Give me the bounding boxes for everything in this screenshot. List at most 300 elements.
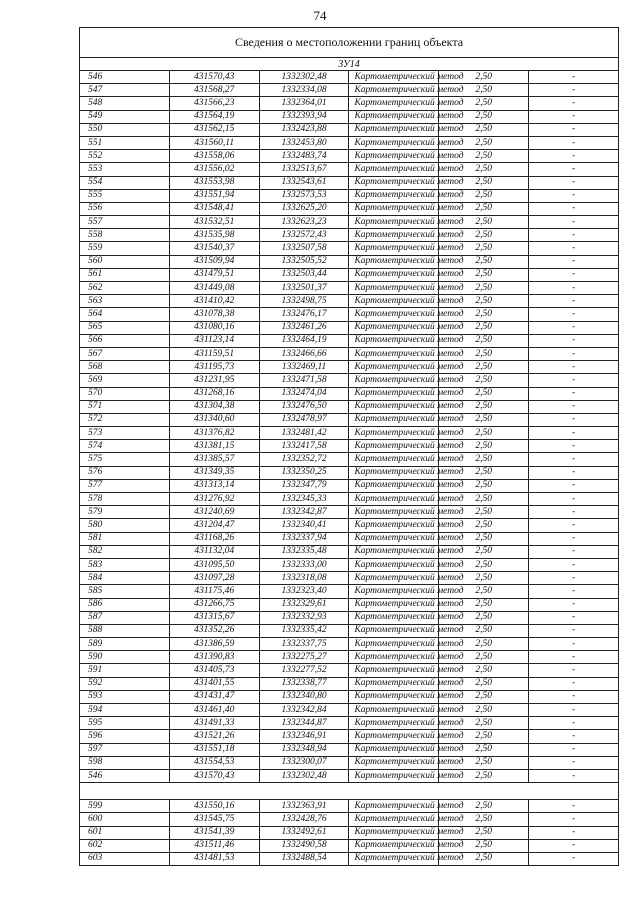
y-coordinate-cell: 1332277,52: [259, 664, 349, 677]
x-coordinate-cell: 431095,50: [169, 558, 259, 571]
accuracy-cell: 2,50: [439, 387, 529, 400]
method-cell: Картометрический метод: [349, 413, 439, 426]
y-coordinate-cell: 1332302,48: [259, 769, 349, 782]
description-cell: -: [529, 677, 619, 690]
method-cell: Картометрический метод: [349, 400, 439, 413]
table-row: [80, 677, 619, 690]
description-cell: -: [529, 374, 619, 387]
table-row: [80, 255, 619, 268]
accuracy-cell: 2,50: [439, 229, 529, 242]
table-row: [80, 163, 619, 176]
point-number-cell: 569: [80, 374, 170, 387]
method-cell: Картометрический метод: [349, 585, 439, 598]
point-number-cell: 559: [80, 242, 170, 255]
description-cell: -: [529, 440, 619, 453]
method-cell: Картометрический метод: [349, 493, 439, 506]
description-cell: -: [529, 268, 619, 281]
accuracy-cell: 2,50: [439, 717, 529, 730]
x-coordinate-cell: 431386,59: [169, 638, 259, 651]
point-number-cell: 548: [80, 97, 170, 110]
y-coordinate-cell: 1332488,54: [259, 852, 349, 865]
method-cell: Картометрический метод: [349, 651, 439, 664]
y-coordinate-cell: 1332318,08: [259, 572, 349, 585]
description-cell: -: [529, 638, 619, 651]
table-row: [80, 852, 619, 865]
method-cell: Картометрический метод: [349, 334, 439, 347]
accuracy-cell: 2,50: [439, 519, 529, 532]
table-row: [80, 839, 619, 852]
accuracy-cell: 2,50: [439, 769, 529, 782]
method-cell: Картометрический метод: [349, 532, 439, 545]
table-row: [80, 71, 619, 84]
description-cell: -: [529, 664, 619, 677]
table-subtitle: ЗУ14: [80, 58, 619, 71]
x-coordinate-cell: 431570,43: [169, 71, 259, 84]
description-cell: -: [529, 110, 619, 123]
point-number-cell: 594: [80, 704, 170, 717]
x-coordinate-cell: 431352,26: [169, 624, 259, 637]
accuracy-cell: 2,50: [439, 282, 529, 295]
x-coordinate-cell: 431313,14: [169, 479, 259, 492]
x-coordinate-cell: 431570,43: [169, 769, 259, 782]
table-row: [80, 400, 619, 413]
x-coordinate-cell: 431511,46: [169, 839, 259, 852]
accuracy-cell: 2,50: [439, 730, 529, 743]
accuracy-cell: 2,50: [439, 308, 529, 321]
y-coordinate-cell: 1332625,20: [259, 202, 349, 215]
method-cell: Картометрический метод: [349, 638, 439, 651]
point-number-cell: 546: [80, 769, 170, 782]
accuracy-cell: 2,50: [439, 611, 529, 624]
y-coordinate-cell: 1332345,33: [259, 493, 349, 506]
method-cell: Картометрический метод: [349, 664, 439, 677]
point-number-cell: 556: [80, 202, 170, 215]
x-coordinate-cell: 431340,60: [169, 413, 259, 426]
accuracy-cell: 2,50: [439, 150, 529, 163]
y-coordinate-cell: 1332302,48: [259, 71, 349, 84]
table-row: [80, 84, 619, 97]
accuracy-cell: 2,50: [439, 572, 529, 585]
method-cell: Картометрический метод: [349, 598, 439, 611]
method-cell: Картометрический метод: [349, 268, 439, 281]
accuracy-cell: 2,50: [439, 84, 529, 97]
description-cell: -: [529, 282, 619, 295]
accuracy-cell: 2,50: [439, 321, 529, 334]
x-coordinate-cell: 431553,98: [169, 176, 259, 189]
description-cell: -: [529, 427, 619, 440]
x-coordinate-cell: 431461,40: [169, 704, 259, 717]
point-number-cell: 586: [80, 598, 170, 611]
description-cell: -: [529, 585, 619, 598]
x-coordinate-cell: 431385,57: [169, 453, 259, 466]
table-row: [80, 361, 619, 374]
point-number-cell: 573: [80, 427, 170, 440]
description-cell: -: [529, 532, 619, 545]
table-row: [80, 466, 619, 479]
table-row: [80, 730, 619, 743]
description-cell: -: [529, 97, 619, 110]
accuracy-cell: 2,50: [439, 545, 529, 558]
description-cell: -: [529, 519, 619, 532]
method-cell: Картометрический метод: [349, 558, 439, 571]
point-number-cell: 592: [80, 677, 170, 690]
table-row: [80, 664, 619, 677]
y-coordinate-cell: 1332453,80: [259, 136, 349, 149]
point-number-cell: 568: [80, 361, 170, 374]
description-cell: -: [529, 334, 619, 347]
y-coordinate-cell: 1332503,44: [259, 268, 349, 281]
table-row: [80, 585, 619, 598]
x-coordinate-cell: 431541,39: [169, 826, 259, 839]
point-number-cell: 574: [80, 440, 170, 453]
point-number-cell: 563: [80, 295, 170, 308]
point-number-cell: 550: [80, 123, 170, 136]
point-number-cell: 567: [80, 347, 170, 360]
y-coordinate-cell: 1332483,74: [259, 150, 349, 163]
description-cell: -: [529, 756, 619, 769]
x-coordinate-cell: 431548,41: [169, 202, 259, 215]
point-number-cell: 599: [80, 800, 170, 813]
table-row: [80, 150, 619, 163]
y-coordinate-cell: 1332476,17: [259, 308, 349, 321]
x-coordinate-cell: 431315,67: [169, 611, 259, 624]
method-cell: Картометрический метод: [349, 150, 439, 163]
table-row: [80, 413, 619, 426]
description-cell: -: [529, 71, 619, 84]
method-cell: Картометрический метод: [349, 440, 439, 453]
y-coordinate-cell: 1332393,94: [259, 110, 349, 123]
accuracy-cell: 2,50: [439, 255, 529, 268]
accuracy-cell: 2,50: [439, 202, 529, 215]
accuracy-cell: 2,50: [439, 826, 529, 839]
accuracy-cell: 2,50: [439, 400, 529, 413]
method-cell: Картометрический метод: [349, 110, 439, 123]
x-coordinate-cell: 431097,28: [169, 572, 259, 585]
method-cell: Картометрический метод: [349, 427, 439, 440]
accuracy-cell: 2,50: [439, 493, 529, 506]
accuracy-cell: 2,50: [439, 677, 529, 690]
y-coordinate-cell: 1332572,43: [259, 229, 349, 242]
x-coordinate-cell: 431481,53: [169, 852, 259, 865]
description-cell: -: [529, 361, 619, 374]
method-cell: Картометрический метод: [349, 545, 439, 558]
table-row: [80, 453, 619, 466]
x-coordinate-cell: 431431,47: [169, 690, 259, 703]
accuracy-cell: 2,50: [439, 440, 529, 453]
boundary-table: [79, 27, 619, 866]
y-coordinate-cell: 1332333,00: [259, 558, 349, 571]
description-cell: -: [529, 545, 619, 558]
y-coordinate-cell: 1332507,58: [259, 242, 349, 255]
method-cell: Картометрический метод: [349, 361, 439, 374]
x-coordinate-cell: 431276,92: [169, 493, 259, 506]
accuracy-cell: 2,50: [439, 123, 529, 136]
y-coordinate-cell: 1332513,67: [259, 163, 349, 176]
point-number-cell: 558: [80, 229, 170, 242]
table-row: [80, 216, 619, 229]
point-number-cell: 579: [80, 506, 170, 519]
x-coordinate-cell: 431376,82: [169, 427, 259, 440]
description-cell: -: [529, 229, 619, 242]
point-number-cell: 602: [80, 839, 170, 852]
x-coordinate-cell: 431554,53: [169, 756, 259, 769]
point-number-cell: 564: [80, 308, 170, 321]
y-coordinate-cell: 1332543,61: [259, 176, 349, 189]
point-number-cell: 549: [80, 110, 170, 123]
x-coordinate-cell: 431080,16: [169, 321, 259, 334]
method-cell: Картометрический метод: [349, 387, 439, 400]
accuracy-cell: 2,50: [439, 334, 529, 347]
point-number-cell: 565: [80, 321, 170, 334]
y-coordinate-cell: 1332501,37: [259, 282, 349, 295]
description-cell: -: [529, 387, 619, 400]
accuracy-cell: 2,50: [439, 852, 529, 865]
table-row: [80, 638, 619, 651]
subtitle-row: [80, 58, 619, 71]
method-cell: Картометрический метод: [349, 216, 439, 229]
accuracy-cell: 2,50: [439, 453, 529, 466]
description-cell: -: [529, 800, 619, 813]
accuracy-cell: 2,50: [439, 651, 529, 664]
x-coordinate-cell: 431175,46: [169, 585, 259, 598]
description-cell: -: [529, 690, 619, 703]
method-cell: Картометрический метод: [349, 677, 439, 690]
method-cell: Картометрический метод: [349, 84, 439, 97]
point-number-cell: 603: [80, 852, 170, 865]
table-row: [80, 479, 619, 492]
table-row: [80, 321, 619, 334]
point-number-cell: 551: [80, 136, 170, 149]
method-cell: Картометрический метод: [349, 813, 439, 826]
accuracy-cell: 2,50: [439, 413, 529, 426]
description-cell: -: [529, 255, 619, 268]
accuracy-cell: 2,50: [439, 176, 529, 189]
y-coordinate-cell: 1332275,27: [259, 651, 349, 664]
description-cell: -: [529, 84, 619, 97]
table-row: [80, 202, 619, 215]
y-coordinate-cell: 1332476,50: [259, 400, 349, 413]
y-coordinate-cell: 1332423,88: [259, 123, 349, 136]
point-number-cell: 587: [80, 611, 170, 624]
accuracy-cell: 2,50: [439, 163, 529, 176]
y-coordinate-cell: 1332364,01: [259, 97, 349, 110]
table-row: [80, 282, 619, 295]
table-row: [80, 308, 619, 321]
point-number-cell: 583: [80, 558, 170, 571]
point-number-cell: 582: [80, 545, 170, 558]
method-cell: Картометрический метод: [349, 730, 439, 743]
x-coordinate-cell: 431266,75: [169, 598, 259, 611]
point-number-cell: 585: [80, 585, 170, 598]
spacer-row: [80, 783, 619, 800]
description-cell: -: [529, 624, 619, 637]
y-coordinate-cell: 1332340,41: [259, 519, 349, 532]
boundary-table-body: [80, 28, 619, 866]
accuracy-cell: 2,50: [439, 532, 529, 545]
accuracy-cell: 2,50: [439, 136, 529, 149]
y-coordinate-cell: 1332461,26: [259, 321, 349, 334]
y-coordinate-cell: 1332505,52: [259, 255, 349, 268]
point-number-cell: 595: [80, 717, 170, 730]
table-row: [80, 756, 619, 769]
description-cell: -: [529, 558, 619, 571]
table-row: [80, 268, 619, 281]
y-coordinate-cell: 1332329,61: [259, 598, 349, 611]
y-coordinate-cell: 1332474,04: [259, 387, 349, 400]
y-coordinate-cell: 1332350,25: [259, 466, 349, 479]
table-row: [80, 427, 619, 440]
point-number-cell: 596: [80, 730, 170, 743]
description-cell: -: [529, 176, 619, 189]
accuracy-cell: 2,50: [439, 506, 529, 519]
table-row: [80, 440, 619, 453]
table-row: [80, 493, 619, 506]
y-coordinate-cell: 1332478,97: [259, 413, 349, 426]
description-cell: -: [529, 163, 619, 176]
description-cell: -: [529, 839, 619, 852]
x-coordinate-cell: 431159,51: [169, 347, 259, 360]
point-number-cell: 577: [80, 479, 170, 492]
accuracy-cell: 2,50: [439, 71, 529, 84]
description-cell: -: [529, 347, 619, 360]
point-number-cell: 598: [80, 756, 170, 769]
point-number-cell: 600: [80, 813, 170, 826]
method-cell: Картометрический метод: [349, 479, 439, 492]
y-coordinate-cell: 1332464,19: [259, 334, 349, 347]
point-number-cell: 578: [80, 493, 170, 506]
point-number-cell: 584: [80, 572, 170, 585]
y-coordinate-cell: 1332300,07: [259, 756, 349, 769]
y-coordinate-cell: 1332363,91: [259, 800, 349, 813]
table-row: [80, 717, 619, 730]
table-row: [80, 743, 619, 756]
x-coordinate-cell: 431560,11: [169, 136, 259, 149]
x-coordinate-cell: 431405,73: [169, 664, 259, 677]
point-number-cell: 562: [80, 282, 170, 295]
point-number-cell: 590: [80, 651, 170, 664]
description-cell: -: [529, 651, 619, 664]
method-cell: Картометрический метод: [349, 97, 439, 110]
description-cell: -: [529, 743, 619, 756]
point-number-cell: 547: [80, 84, 170, 97]
accuracy-cell: 2,50: [439, 664, 529, 677]
method-cell: Картометрический метод: [349, 347, 439, 360]
method-cell: Картометрический метод: [349, 717, 439, 730]
accuracy-cell: 2,50: [439, 242, 529, 255]
table-row: [80, 651, 619, 664]
method-cell: Картометрический метод: [349, 282, 439, 295]
method-cell: Картометрический метод: [349, 189, 439, 202]
spacer-cell: [80, 783, 619, 800]
point-number-cell: 575: [80, 453, 170, 466]
accuracy-cell: 2,50: [439, 361, 529, 374]
y-coordinate-cell: 1332428,76: [259, 813, 349, 826]
method-cell: Картометрический метод: [349, 202, 439, 215]
method-cell: Картометрический метод: [349, 743, 439, 756]
description-cell: -: [529, 413, 619, 426]
table-row: [80, 136, 619, 149]
point-number-cell: 593: [80, 690, 170, 703]
table-row: [80, 123, 619, 136]
table-row: [80, 242, 619, 255]
method-cell: Картометрический метод: [349, 756, 439, 769]
description-cell: -: [529, 826, 619, 839]
point-number-cell: 566: [80, 334, 170, 347]
method-cell: Картометрический метод: [349, 229, 439, 242]
table-row: [80, 387, 619, 400]
point-number-cell: 588: [80, 624, 170, 637]
description-cell: -: [529, 717, 619, 730]
x-coordinate-cell: 431390,83: [169, 651, 259, 664]
y-coordinate-cell: 1332481,42: [259, 427, 349, 440]
point-number-cell: 576: [80, 466, 170, 479]
accuracy-cell: 2,50: [439, 690, 529, 703]
method-cell: Картометрический метод: [349, 704, 439, 717]
method-cell: Картометрический метод: [349, 176, 439, 189]
table-row: [80, 347, 619, 360]
table-title: Сведения о местоположении границ объекта: [80, 28, 619, 58]
y-coordinate-cell: 1332417,58: [259, 440, 349, 453]
accuracy-cell: 2,50: [439, 374, 529, 387]
x-coordinate-cell: 431564,19: [169, 110, 259, 123]
point-number-cell: 597: [80, 743, 170, 756]
method-cell: Картометрический метод: [349, 624, 439, 637]
method-cell: Картометрический метод: [349, 242, 439, 255]
accuracy-cell: 2,50: [439, 189, 529, 202]
x-coordinate-cell: 431540,37: [169, 242, 259, 255]
method-cell: Картометрический метод: [349, 826, 439, 839]
y-coordinate-cell: 1332337,94: [259, 532, 349, 545]
method-cell: Картометрический метод: [349, 123, 439, 136]
accuracy-cell: 2,50: [439, 756, 529, 769]
method-cell: Картометрический метод: [349, 690, 439, 703]
accuracy-cell: 2,50: [439, 268, 529, 281]
accuracy-cell: 2,50: [439, 558, 529, 571]
table-row: [80, 624, 619, 637]
description-cell: -: [529, 308, 619, 321]
description-cell: -: [529, 150, 619, 163]
point-number-cell: 589: [80, 638, 170, 651]
description-cell: -: [529, 400, 619, 413]
method-cell: Картометрический метод: [349, 852, 439, 865]
table-row: [80, 545, 619, 558]
method-cell: Картометрический метод: [349, 506, 439, 519]
page-number: 74: [313, 8, 327, 23]
point-number-cell: 554: [80, 176, 170, 189]
y-coordinate-cell: 1332335,48: [259, 545, 349, 558]
table-row: [80, 558, 619, 571]
point-number-cell: 555: [80, 189, 170, 202]
point-number-cell: 546: [80, 71, 170, 84]
x-coordinate-cell: 431551,18: [169, 743, 259, 756]
accuracy-cell: 2,50: [439, 800, 529, 813]
x-coordinate-cell: 431566,23: [169, 97, 259, 110]
table-row: [80, 229, 619, 242]
table-row: [80, 572, 619, 585]
x-coordinate-cell: 431491,33: [169, 717, 259, 730]
accuracy-cell: 2,50: [439, 216, 529, 229]
method-cell: Картометрический метод: [349, 308, 439, 321]
table-row: [80, 690, 619, 703]
description-cell: -: [529, 321, 619, 334]
method-cell: Картометрический метод: [349, 453, 439, 466]
x-coordinate-cell: 431123,14: [169, 334, 259, 347]
y-coordinate-cell: 1332348,94: [259, 743, 349, 756]
table-row: [80, 97, 619, 110]
x-coordinate-cell: 431349,35: [169, 466, 259, 479]
table-row: [80, 813, 619, 826]
accuracy-cell: 2,50: [439, 704, 529, 717]
